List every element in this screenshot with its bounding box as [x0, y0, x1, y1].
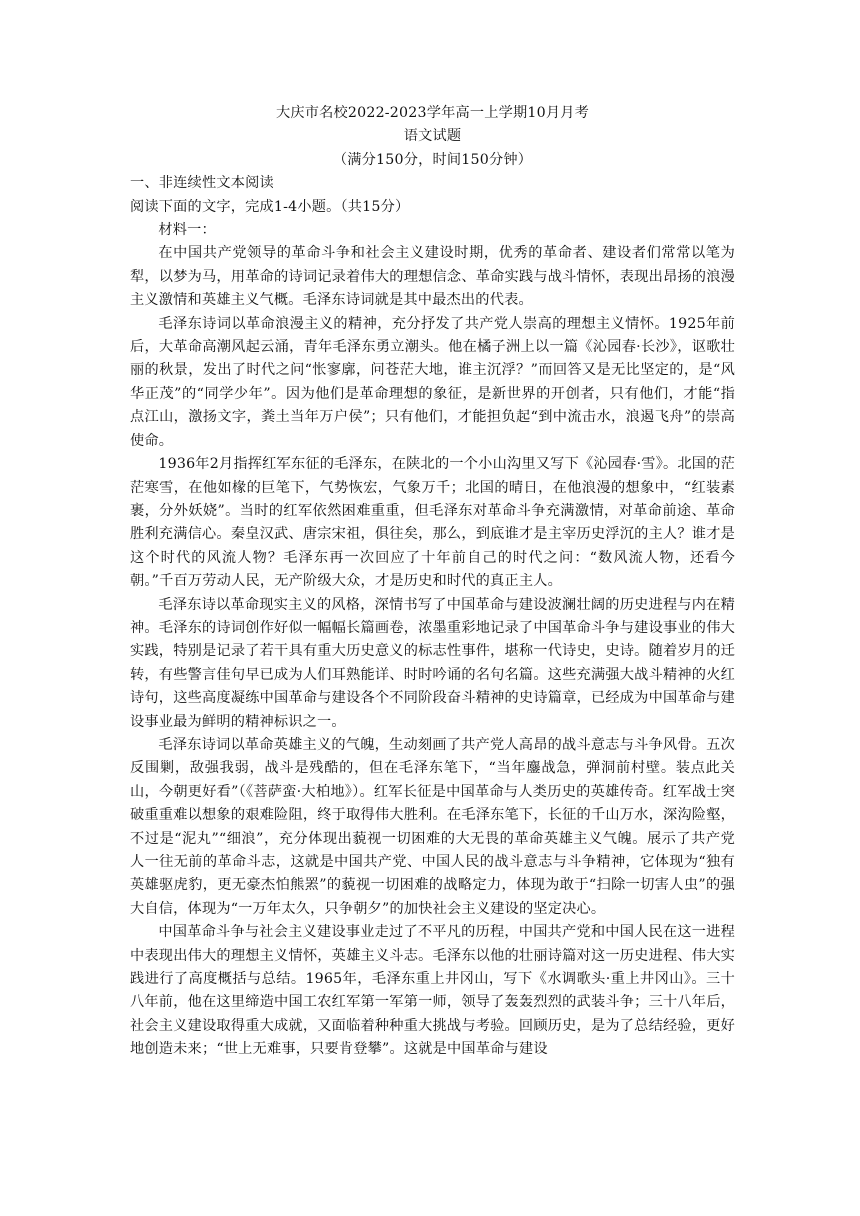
- exam-subtitle: 语文试题: [403, 128, 462, 145]
- paragraph-4: 毛泽东诗以革命现实主义的风格，深情书写了中国革命与建设波澜壮阔的历史进程与内在精神。毛泽东的诗词创作好似一幅幅长篇画卷，浓墨重彩地记录了中国革命斗争与建设事业的伟大实践，特别是记录了若干具有重大历史意义的标志性事件，堪称一代诗史，史诗。随着岁月的迁转，有些警言佳句早已成为人们耳熟能详、时时吟诵的名句名篇。这些充满强大战斗精神的火红诗句，这些高度凝练中国革命与建设各个不同阶段奋斗精神的史诗篇章，已经成为中国革命与建设事业最为鲜明的精神标识之一。: [130, 596, 735, 730]
- header: [130, 102, 735, 172]
- paragraph-3: 1936年2月指挥红军东征的毛泽东，在陕北的一个小山沟里又写下《沁园春·雪》。北国的茫茫寒雪，在他如椽的巨笔下，气势恢宏，气象万千；北国的晴日，在他浪漫的想象中，“红装素裹，分外妖娆”。当时的红军依然困难重重，但毛泽东对革命斗争充满激情，对革命前途、革命胜利充满信心。秦皇汉武、唐宗宋祖，俱往矣，那么，到底谁才是主宰历史浮沉的主人？谁才是这个时代的风流人物？毛泽东再一次回应了十年前自己的时代之问：“数风流人物，还看今朝。”千百万劳动人民，无产阶级大众，才是历史和时代的真正主人。: [130, 456, 735, 590]
- section-heading: 一、非连续性文本阅读: [130, 175, 274, 192]
- paragraph-1: 在中国共产党领导的革命斗争和社会主义建设时期，优秀的革命者、建设者们常常以笔为犁，以梦为马，用革命的诗词记录着伟大的理想信念、革命实践与战斗情怀，表现出昂扬的浪漫主义激情和英雄主义气概。毛泽东诗词就是其中最杰出的代表。: [130, 245, 735, 309]
- material-label: 材料一：: [158, 222, 216, 239]
- instruction: 阅读下面的文字，完成1-4小题。（共15分）: [130, 198, 410, 215]
- exam-meta: （满分150分，时间150分钟）: [332, 151, 533, 168]
- paragraph-6: 中国革命斗争与社会主义建设事业走过了不平凡的历程，中国共产党和中国人民在这一进程中表现出伟大的理想主义情怀，英雄主义斗志。毛泽东以他的壮丽诗篇对这一历史进程、伟大实践进行了高度概括与总结。1965年，毛泽东重上井冈山，写下《水调歌头·重上井冈山》。三十八年前，他在这里缔造中国工农红军第一军第一师，领导了轰轰烈烈的武装斗争；三十八年后，社会主义建设取得重大成就，又面临着种种重大挑战与考验。回顾历史，是为了总结经验，更好地创造未来；“世上无难事，只要肯登攀”。这就是中国革命与建设: [130, 924, 735, 1058]
- exam-title: 大庆市名校2022-2023学年高一上学期10月月考: [275, 105, 590, 121]
- paragraph-2: 毛泽东诗词以革命浪漫主义的精神，充分抒发了共产党人崇高的理想主义情怀。1925年前后，大革命高潮风起云涌，青年毛泽东勇立潮头。他在橘子洲上以一篇《沁园春·长沙》，讴歌壮丽的秋景，发出了时代之问“怅寥廓，问苍茫大地，谁主沉浮？”而回答又是无比坚定的，是“风华正茂”的“同学少年”。因为他们是革命理想的象征，是新世界的开创者，只有他们，才能“指点江山，激扬文字，粪土当年万户侯”；只有他们，才能担负起“到中流击水，浪遏飞舟”的崇高使命。: [130, 315, 735, 449]
- document-page: [130, 102, 735, 1062]
- paragraph-5: 毛泽东诗词以革命英雄主义的气魄，生动刻画了共产党人高昂的战斗意志与斗争风骨。五次反围剿，敌强我弱，战斗是残酷的，但在毛泽东笔下，“当年鏖战急，弹洞前村壁。装点此关山，今朝更好看”（《菩萨蛮·大柏地》）。红军长征是中国革命与人类历史的英雄传奇。红军战士突破重重难以想象的艰难险阻，终于取得伟大胜利。在毛泽东笔下，长征的千山万水，深沟险壑，不过是“泥丸”“细浪”，充分体现出藐视一切困难的大无畏的革命英雄主义气魄。展示了共产党人一往无前的革命斗志，这就是中国共产党、中国人民的战斗意志与斗争精神，它体现为“独有英雄驱虎豹，更无豪杰怕熊罴”的藐视一切困难的战略定力，体现为敢于“扫除一切害人虫”的强大自信，体现为“一万年太久，只争朝夕”的加快社会主义建设的坚定决心。: [130, 736, 735, 917]
